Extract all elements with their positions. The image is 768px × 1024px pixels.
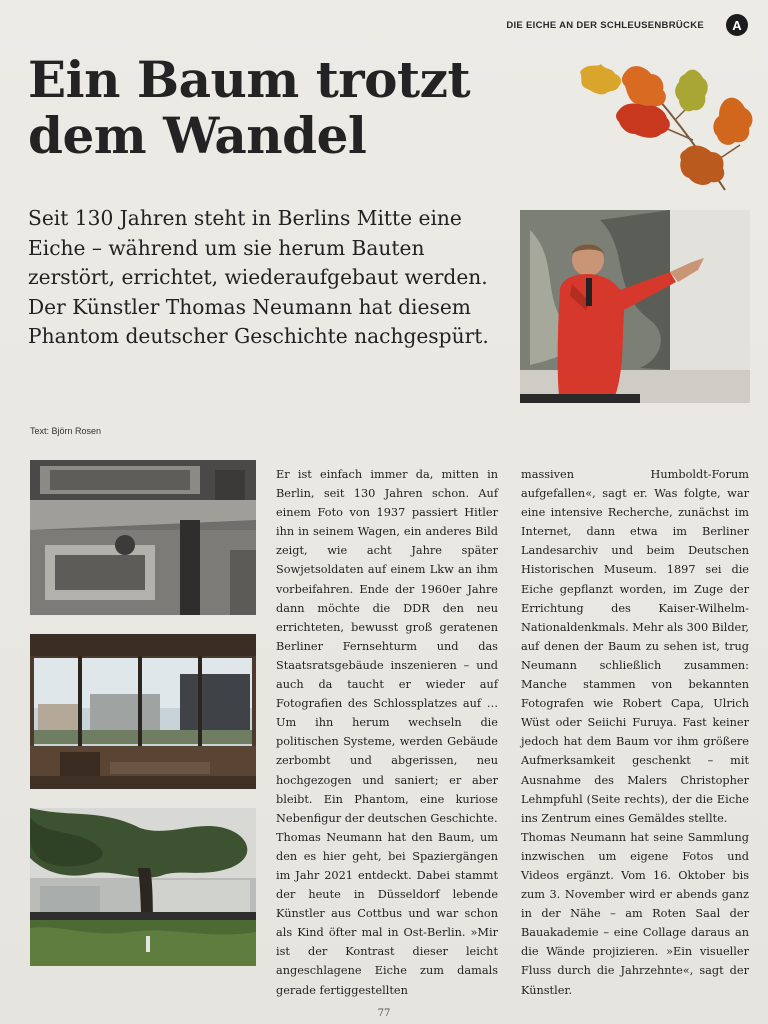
- interior-window-photo: [30, 634, 256, 789]
- oak-tree-photo: [30, 808, 256, 966]
- leaf-orange-top: [622, 66, 666, 109]
- article-column-2: [521, 465, 749, 1000]
- article-lead: Seit 130 Jahren steht in Berlins Mitte eine Eiche – während um sie herum Bauten zerstört, errichtet, wiederaufgebaut werden. Der Künstler Thomas Neumann hat diesem Phantom deutscher Geschichte nachgespürt.: [28, 206, 489, 348]
- leaf-red: [616, 104, 670, 138]
- leaf-brown: [680, 146, 724, 185]
- section-kicker: DIE EICHE AN DER SCHLEUSENBRÜCKE: [506, 20, 704, 31]
- article-column-1: [276, 465, 498, 1000]
- leaf-orange-right: [713, 98, 752, 145]
- speaker-photo: [520, 210, 750, 403]
- leaf-green-yellow: [675, 70, 708, 112]
- article-headline: Ein Baum trotzt dem Wandel: [28, 50, 471, 165]
- oak-leaves-illustration: [575, 60, 765, 200]
- body-paragraph: Er ist einfach immer da, mitten in Berlin, seit 130 Jahren schon. Auf einem Foto von 1937 passiert Hitler ihn in seinem Wagen, ein anderes Bild zeigt, wie acht Jahre später Sowjetsoldaten auf einem Lkw an ihm vorbeifahren. Ende der 1960er Jahre dann möchte die DDR den neu errichteten, bewusst groß geratenen Berliner Fernsehturm und das Staatsratsgebäude inszenieren – und auch da taucht er wieder auf Fotografien des Schlossplatzes auf … Um ihn herum wechseln die politischen Systeme, werden Gebäude zerbombt und abgerissen, neu hochgezogen und saniert; er aber bleibt. Ein Phantom, eine kuriose Nebenfigur der deutschen Geschichte.: [276, 468, 498, 825]
- historical-aerial-photo: [30, 460, 256, 615]
- body-paragraph: massiven Humboldt-Forum aufgefallen«, sagt er. Was folgte, war eine intensive Recherche, zunächst im Internet, dann etwa im Berliner Landesarchiv und beim Deutschen Historischen Museum. 1897 sei die Eiche gepflanzt worden, im Zuge der Errichtung des Kaiser-Wilhelm-Nationaldenkmals. Mehr als 300 Bilder, auf denen der Baum zu sehen ist, trug Neumann schließlich zusammen: Manche stammen von bekannten Fotografen wie Robert Capa, Ulrich Wüst oder Seiichi Furuya. Fast keiner jedoch hat dem Baum vor ihm größere Aufmerksamkeit geschenkt – mit Ausnahme des Malers Christopher Lehmpfuhl (Seite rechts), der die Eiche ins Zentrum eines Gemäldes stellte.: [521, 468, 749, 825]
- page-number: 77: [377, 1008, 391, 1019]
- author-credit: Text: Björn Rosen: [30, 426, 102, 436]
- leaf-yellow: [580, 64, 621, 94]
- body-paragraph: Thomas Neumann hat den Baum, um den es hier geht, bei Spaziergängen im Jahr 2021 entdeckt. Dabei stammt der heute in Düsseldorf lebende Künstler aus Cottbus und war schon als Kind öfter mal in Ost-Berlin. »Mir ist der Kontrast dieser leicht angeschlagene Eiche zum damals gerade fertiggestellten: [276, 830, 498, 997]
- body-paragraph: Thomas Neumann hat seine Sammlung inzwischen um eigene Fotos und Videos ergänzt. Vom 16. Oktober bis zum 3. November wird er abends ganz in der Nähe – am Roten Saal der Bauakademie – eine Collage daraus an die Wände projizieren. »Ein visueller Fluss durch die Jahrzehnte«, sagt der Künstler.: [521, 830, 749, 997]
- section-badge: A: [726, 14, 748, 36]
